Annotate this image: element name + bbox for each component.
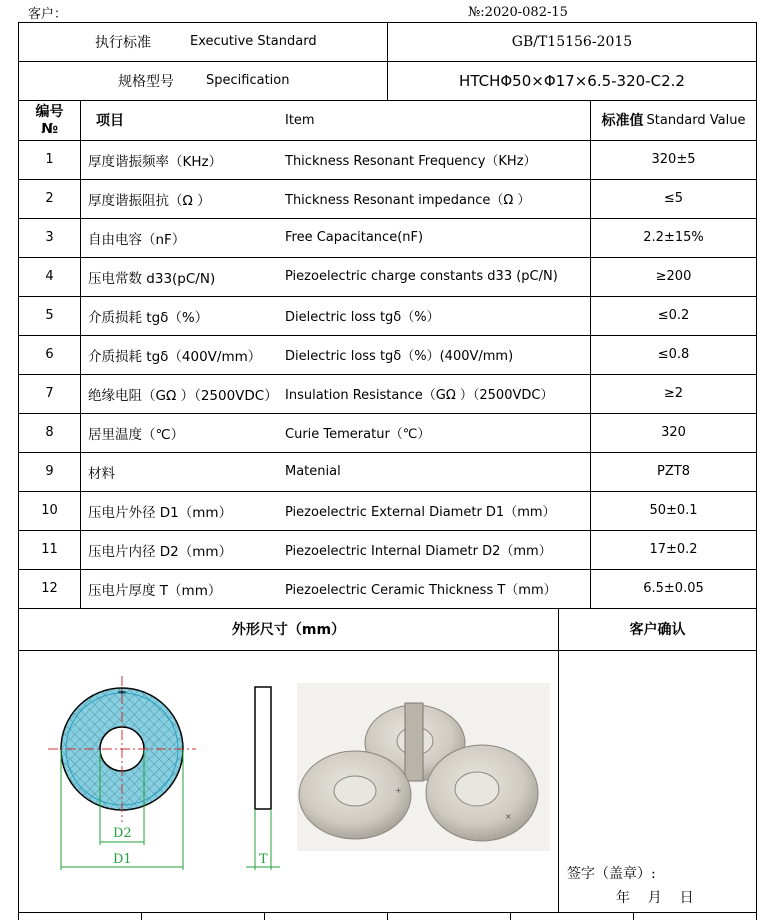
row-item-cn: 绝缘电阻（GΩ ）（2500VDC） xyxy=(88,387,278,404)
row-standard-value: ≤5 xyxy=(663,191,684,206)
spec-label-cn: 规格型号 xyxy=(118,73,174,90)
ceramic-rings-image xyxy=(297,683,550,851)
row-item-en: Piezoelectric charge constants d33 (pC/N) xyxy=(285,269,558,284)
row-number: 6 xyxy=(45,347,54,362)
row-item-cn: 自由电容（nF） xyxy=(88,231,186,248)
row-item-en: Piezoelectric Internal Diametr D2（mm） xyxy=(285,544,552,559)
d2-dimension-label: D2 xyxy=(113,826,132,841)
row-number: 5 xyxy=(45,308,54,323)
document-number: №:2020-082-15 xyxy=(468,4,568,20)
column-header-no-cn: 编号 xyxy=(35,103,64,120)
row-item-en: Thickness Resonant Frequency（KHz） xyxy=(285,154,537,169)
t-dimension-label: T xyxy=(259,852,268,867)
row-item-cn: 居里温度（℃） xyxy=(88,426,185,443)
row-item-cn: 厚度谐振阻抗（Ω ） xyxy=(88,192,211,209)
dimension-drawing xyxy=(40,670,280,880)
row-standard-value: 320 xyxy=(661,425,686,440)
row-standard-value: PZT8 xyxy=(657,464,690,479)
standard-label-en: Executive Standard xyxy=(190,34,317,49)
row-number: 4 xyxy=(45,269,54,284)
svg-text:×: × xyxy=(505,812,512,821)
row-number: 9 xyxy=(45,464,54,479)
standard-value: GB/T15156-2015 xyxy=(511,33,633,50)
column-header-no-symbol: № xyxy=(41,120,58,137)
row-number: 8 xyxy=(45,425,54,440)
row-standard-value: 2.2±15% xyxy=(643,230,704,245)
column-header-value-en: Standard Value xyxy=(646,112,746,128)
row-item-cn: 压电片内径 D2（mm） xyxy=(88,543,233,560)
row-number: 11 xyxy=(41,542,58,557)
row-standard-value: ≥200 xyxy=(655,269,692,284)
row-standard-value: 50±0.1 xyxy=(649,503,698,518)
svg-text:+: + xyxy=(395,786,402,795)
row-standard-value: ≤0.8 xyxy=(657,347,690,362)
row-number: 3 xyxy=(45,230,54,245)
column-header-no xyxy=(19,101,80,140)
product-photo xyxy=(297,683,550,851)
spec-label-en: Specification xyxy=(206,73,290,88)
customer-confirm-title: 客户确认 xyxy=(629,622,686,638)
date-label: 年 月 日 xyxy=(616,890,694,906)
row-item-en: Piezoelectric External Diametr D1（mm） xyxy=(285,505,556,520)
row-standard-value: ≥2 xyxy=(663,386,684,401)
row-number: 1 xyxy=(45,152,54,167)
row-number: 10 xyxy=(41,503,58,518)
row-item-cn: 介质损耗 tgδ（%） xyxy=(88,309,209,326)
d1-dimension-label: D1 xyxy=(113,852,132,867)
signature-label: 签字（盖章）: xyxy=(567,866,656,882)
column-header-item-cn: 项目 xyxy=(96,113,124,129)
row-number: 2 xyxy=(45,191,54,206)
row-item-en: Piezoelectric Ceramic Thickness T（mm） xyxy=(285,583,557,598)
row-item-en: Free Capacitance(nF) xyxy=(285,230,424,245)
column-header-item-en: Item xyxy=(285,112,315,128)
row-item-cn: 厚度谐振频率（KHz） xyxy=(88,153,223,170)
row-item-en: Thickness Resonant impedance（Ω ） xyxy=(285,193,531,208)
row-standard-value: 6.5±0.05 xyxy=(643,581,704,596)
column-header-standard-value xyxy=(591,100,756,140)
row-item-cn: 压电片外径 D1（mm） xyxy=(88,504,233,521)
standard-label-cn: 执行标准 xyxy=(95,34,151,51)
row-item-cn: 材料 xyxy=(88,465,115,482)
row-standard-value: ≤0.2 xyxy=(657,308,690,323)
row-item-en: Dielectric loss tgδ（%） xyxy=(285,310,440,325)
row-item-en: Insulation Resistance（GΩ ）（2500VDC） xyxy=(285,388,554,403)
customer-label: 客户： xyxy=(28,6,68,22)
row-item-cn: 压电常数 d33(pC/N) xyxy=(88,270,216,287)
ring-front-view xyxy=(48,676,196,822)
spec-value: HTCHΦ50×Φ17×6.5-320-C2.2 xyxy=(459,71,685,90)
ring-side-view xyxy=(246,687,280,870)
row-item-cn: 压电片厚度 T（mm） xyxy=(88,582,222,599)
row-item-en: Matenial xyxy=(285,464,341,479)
dimensions-title: 外形尺寸（mm） xyxy=(231,622,346,638)
row-item-en: Curie Temeratur（℃） xyxy=(285,427,431,442)
column-header-value-cn: 标准值 xyxy=(601,113,644,129)
row-item-en: Dielectric loss tgδ（%）(400V/mm) xyxy=(285,349,514,364)
row-number: 12 xyxy=(41,581,58,596)
row-standard-value: 17±0.2 xyxy=(649,542,698,557)
row-item-cn: 介质损耗 tgδ（400V/mm） xyxy=(88,348,262,365)
row-standard-value: 320±5 xyxy=(651,152,696,167)
row-number: 7 xyxy=(45,386,54,401)
